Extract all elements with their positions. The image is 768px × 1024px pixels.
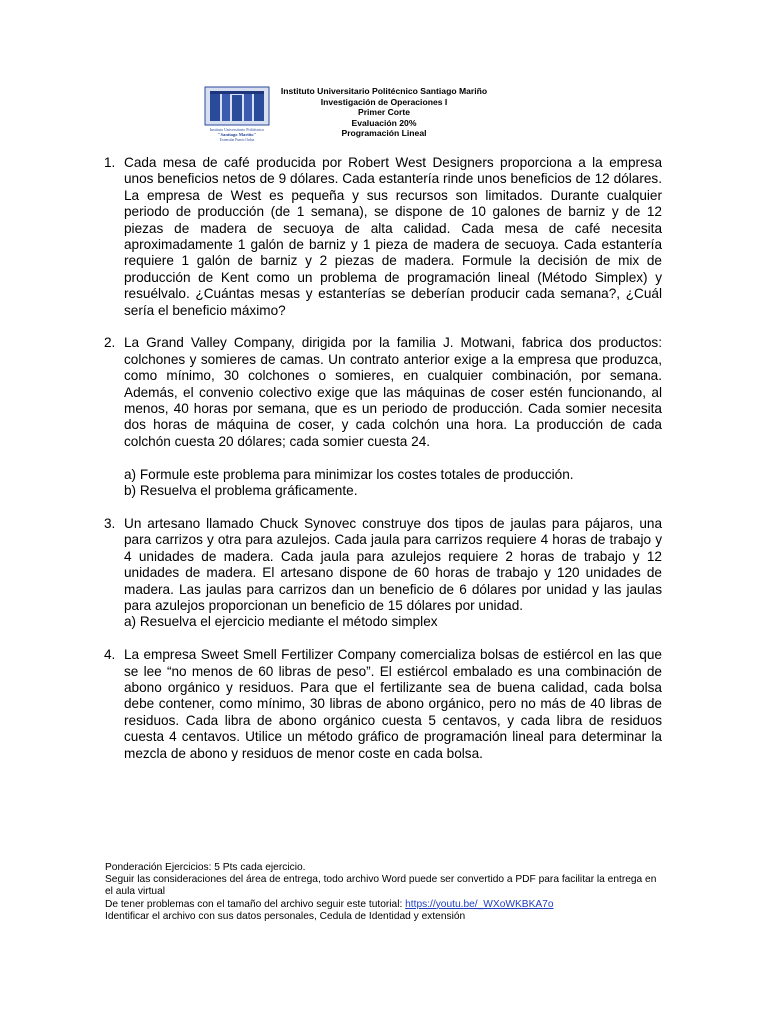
subitem-a: a) Formule este problema para minimizar los costes totales de producción.	[124, 466, 574, 482]
question-number: 3.	[104, 515, 116, 531]
logo-caption-2: "Santiago Mariño"	[217, 132, 257, 137]
footer-tutorial-note	[105, 899, 665, 911]
header-topic: Programación Lineal	[341, 128, 427, 139]
logo-caption-3: Extensión Puerto Ordaz	[219, 138, 255, 142]
question-text: Cada mesa de café producida por Robert West Designers proporciona a la empresa unos beneficios netos de 9 dólares. Cada estantería rinde unos beneficios de 12 dólares. La empresa de West es pequeña y sus recursos son limitados. Durante cualquier periodo de producción (de 1 semana), se dispone de 10 galones de barniz y de 12 piezas de madera de secuoya de alta calidad. Cada mesa de café necesita aproximadamente 1 galón de barniz y 1 pieza de madera de secuoya. Cada estantería requiere 1 galón de barniz y 2 piezas de madera. Formule la decisión de mix de producción de Kent como un problema de programación lineal (Método Simplex) y resuélvalo. ¿Cuántas mesas y estanterías se deberían producir cada semana?, ¿Cuál sería el beneficio máximo?	[124, 155, 662, 318]
footer-notes	[105, 862, 665, 923]
footer-delivery-note: Seguir las consideraciones del área de entrega, todo archivo Word puede ser convertido a PDF para facilitar la entrega en el aula virtual	[105, 874, 657, 898]
question-1	[104, 155, 662, 319]
footer-identification-note: Identificar el archivo con sus datos personales, Cedula de Identidad y extensión	[105, 910, 466, 922]
subitem-b: b) Resuelva el problema gráficamente.	[124, 483, 358, 499]
question-subitems	[124, 614, 662, 630]
subitem-a: a) Resuelva el ejercicio mediante el método simplex	[124, 614, 438, 630]
question-number: 1.	[104, 155, 116, 170]
question-number: 2.	[104, 335, 116, 351]
question-4	[104, 647, 662, 762]
header-term: Primer Corte	[357, 107, 411, 118]
document-header	[254, 86, 514, 139]
question-number: 4.	[104, 647, 116, 663]
logo-caption-1: Instituto Universitario Politécnico	[209, 127, 265, 132]
header-evaluation: Evaluación 20%	[351, 117, 417, 128]
header-course: Investigación de Operaciones I	[320, 96, 448, 107]
footer-tutorial-text: De tener problemas con el tamaño del archivo seguir este tutorial:	[105, 898, 406, 910]
question-list	[104, 155, 662, 778]
header-institution: Instituto Universitario Politécnico Santiago Mariño	[280, 86, 488, 96]
question-text: Un artesano llamado Chuck Synovec construye dos tipos de jaulas para pájaros, una para carrizos y otra para azulejos. Cada jaula para carrizos requiere 4 horas de trabajo y 4 unidades de madera. Cada jaula para azulejos requiere 2 horas de trabajo y 12 unidades de madera. El artesano dispone de 60 horas de trabajo y 120 unidades de madera. Las jaulas para carrizos dan un beneficio de 6 dólares por unidad y las jaulas para azulejos proporcionan un beneficio de 15 dólares por unidad.	[124, 515, 662, 613]
question-subitems	[124, 467, 662, 500]
footer-weighting: Ponderación Ejercicios: 5 Pts cada ejercicio.	[105, 862, 306, 873]
question-2	[104, 335, 662, 499]
question-text: La empresa Sweet Smell Fertilizer Company comercializa bolsas de estiércol en las que se lee “no menos de 60 libras de peso”. El estiércol embalado es una combinación de abono orgánico y residuos. Para que el fertilizante sea de buena calidad, cada bolsa debe contener, como mínimo, 30 libras de abono orgánico, pero no más de 40 libras de residuos. Cada libra de abono orgánico cuesta 5 centavos, y cada libra de residuos cuesta 4 centavos. Utilice un método gráfico de programación lineal para determinar la mezcla de abono y residuos de menor coste en cada bolsa.	[124, 647, 662, 761]
question-text: La Grand Valley Company, dirigida por la familia J. Motwani, fabrica dos productos: colchones y somieres de camas. Un contrato anterior exige a la empresa que produzca, como mínimo, 30 colchones o somieres, en cualquier combinación, por semana. Además, el convenio colectivo exige que las máquinas de coser estén funcionando, al menos, 40 horas por semana, que es un periodo de producción. Cada somier necesita dos horas de máquina de coser, y cada colchón una hora. La producción de cada colchón cuesta 20 dólares; cada somier cuesta 24.	[124, 335, 662, 449]
question-3	[104, 516, 662, 631]
tutorial-link[interactable]: https://youtu.be/_WXoWKBKA7o	[405, 898, 554, 910]
